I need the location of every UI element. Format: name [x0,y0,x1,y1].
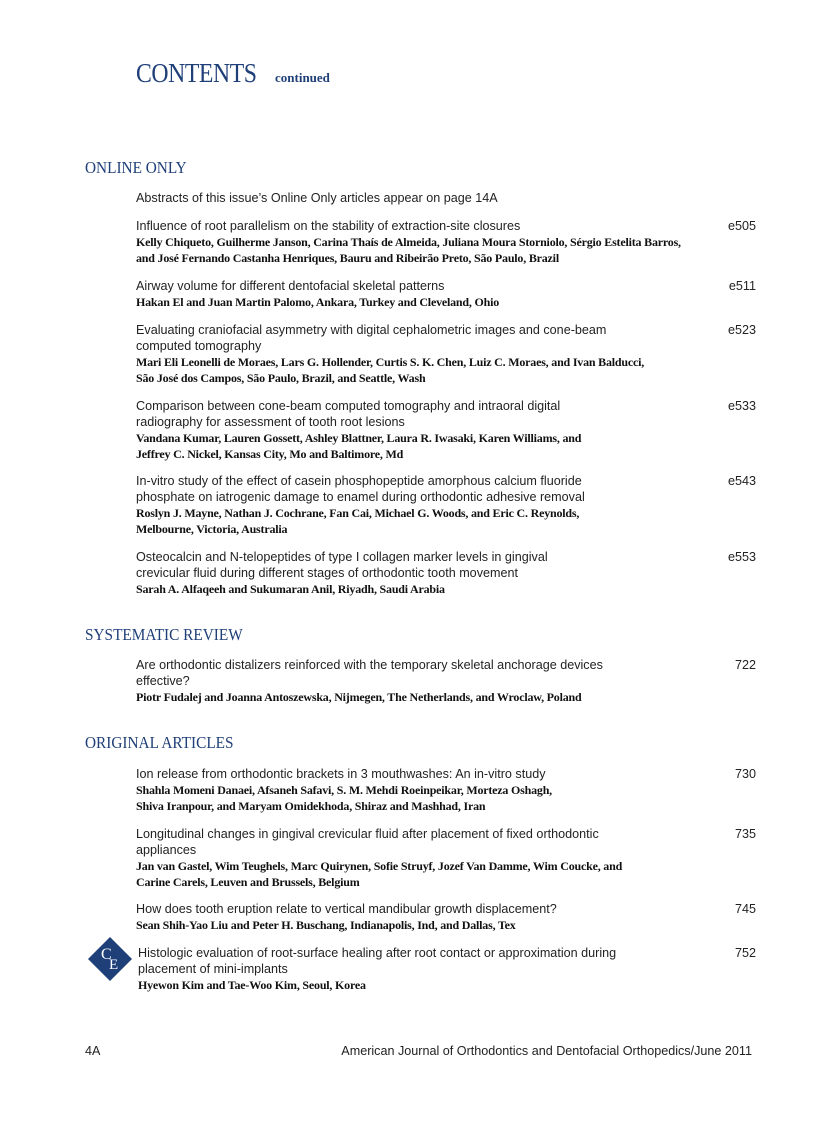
ce-badge-icon [88,937,132,981]
article-page-number: e553 [727,550,756,564]
page-title: CONTENTS [136,58,257,88]
article-page-number: 730 [734,767,756,781]
toc-entry[interactable] [136,473,756,537]
article-title[interactable]: In-vitro study of the effect of casein phosphopeptide amorphous calcium fluoride [136,474,582,488]
section-heading: SYSTEMATIC REVIEW [85,625,243,644]
article-title[interactable]: Longitudinal changes in gingival crevicular fluid after placement of fixed orthodontic [136,827,599,841]
article-title[interactable]: Influence of root parallelism on the stability of extraction-site closures [136,219,521,233]
article-authors: São José dos Campos, São Paulo, Brazil, and Seattle, Wash [136,371,426,385]
article-page-number: 752 [734,946,756,960]
article-title[interactable]: Ion release from orthodontic brackets in 3 mouthwashes: An in-vitro study [136,767,546,781]
article-authors: Jeffrey C. Nickel, Kansas City, Mo and Baltimore, Md [136,447,404,461]
toc-entry[interactable] [136,549,756,597]
section-heading: ONLINE ONLY [85,158,187,177]
article-authors: Melbourne, Victoria, Australia [136,522,288,536]
online-only-note: Abstracts of this issue’s Online Only articles appear on page 14A [136,191,498,205]
toc-entry[interactable] [136,766,756,814]
toc-entry[interactable] [136,826,756,890]
article-authors: Sean Shih-Yao Liu and Peter H. Buschang, Indianapolis, Ind, and Dallas, Tex [136,918,516,932]
article-title[interactable]: placement of mini-implants [138,962,288,976]
toc-entry[interactable] [136,322,756,386]
article-title[interactable]: radiography for assessment of tooth root lesions [136,415,405,429]
article-page-number: e523 [727,323,756,337]
article-title[interactable]: effective? [136,674,190,688]
article-page-number: e511 [728,279,756,293]
article-title[interactable]: Histologic evaluation of root-surface healing after root contact or approximation during [138,946,617,960]
article-page-number: 735 [734,827,756,841]
article-authors: Shahla Momeni Danaei, Afsaneh Safavi, S. M. Mehdi Roeinpeikar, Morteza Oshagh, [136,783,552,797]
article-authors: Piotr Fudalej and Joanna Antoszewska, Nijmegen, The Netherlands, and Wroclaw, Poland [136,690,582,704]
article-page-number: e533 [727,399,756,413]
article-title[interactable]: phosphate on iatrogenic damage to enamel during orthodontic adhesive removal [136,490,585,504]
article-authors: Roslyn J. Mayne, Nathan J. Cochrane, Fan Cai, Michael G. Woods, and Eric C. Reynolds, [136,506,580,520]
article-title[interactable]: computed tomography [136,339,262,353]
article-authors: Jan van Gastel, Wim Teughels, Marc Quirynen, Sofie Struyf, Jozef Van Damme, Wim Coucke, and [136,859,623,873]
article-title[interactable]: Osteocalcin and N-telopeptides of type I collagen marker levels in gingival [136,550,548,564]
article-page-number: e543 [727,474,756,488]
article-title[interactable]: Evaluating craniofacial asymmetry with digital cephalometric images and cone-beam [136,323,607,337]
article-page-number: 745 [734,902,756,916]
svg-text:C: C [101,946,112,963]
article-title[interactable]: How does tooth eruption relate to vertical mandibular growth displacement? [136,902,557,916]
article-title[interactable]: crevicular fluid during different stages of orthodontic tooth movement [136,566,518,580]
footer-journal: American Journal of Orthodontics and Dentofacial Orthopedics/June 2011 [341,1044,752,1058]
article-authors: and José Fernando Castanha Henriques, Bauru and Ribeirão Preto, São Paulo, Brazil [136,251,559,265]
article-page-number: e505 [727,219,756,233]
toc-entry[interactable] [138,945,758,993]
article-authors: Vandana Kumar, Lauren Gossett, Ashley Blattner, Laura R. Iwasaki, Karen Williams, and [136,431,582,445]
page-subtitle: continued [275,70,330,85]
footer-page-number: 4A [85,1044,101,1058]
toc-entry[interactable] [136,398,756,462]
toc-entry[interactable] [136,278,756,310]
section-heading: ORIGINAL ARTICLES [85,733,234,752]
article-authors: Kelly Chiqueto, Guilherme Janson, Carina Thaís de Almeida, Juliana Moura Storniolo, Sérgio Estelita Barros, [136,235,681,249]
toc-entry[interactable] [136,657,756,705]
article-title[interactable]: Airway volume for different dentofacial skeletal patterns [136,279,445,293]
article-authors: Shiva Iranpour, and Maryam Omidekhoda, Shiraz and Mashhad, Iran [136,799,486,813]
toc-entry[interactable] [136,218,756,266]
article-title[interactable]: appliances [136,843,197,857]
svg-text:E: E [109,957,119,973]
article-authors: Sarah A. Alfaqeeh and Sukumaran Anil, Riyadh, Saudi Arabia [136,582,445,596]
article-title[interactable]: Are orthodontic distalizers reinforced with the temporary skeletal anchorage devices [136,658,603,672]
article-authors: Mari Eli Leonelli de Moraes, Lars G. Hollender, Curtis S. K. Chen, Luiz C. Moraes, and Ivan Balducci, [136,355,645,369]
article-title[interactable]: Comparison between cone-beam computed tomography and intraoral digital [136,399,561,413]
article-authors: Hyewon Kim and Tae-Woo Kim, Seoul, Korea [138,978,366,992]
toc-entry[interactable] [136,901,756,933]
article-authors: Carine Carels, Leuven and Brussels, Belgium [136,875,360,889]
article-page-number: 722 [734,658,756,672]
article-authors: Hakan El and Juan Martin Palomo, Ankara, Turkey and Cleveland, Ohio [136,295,500,309]
